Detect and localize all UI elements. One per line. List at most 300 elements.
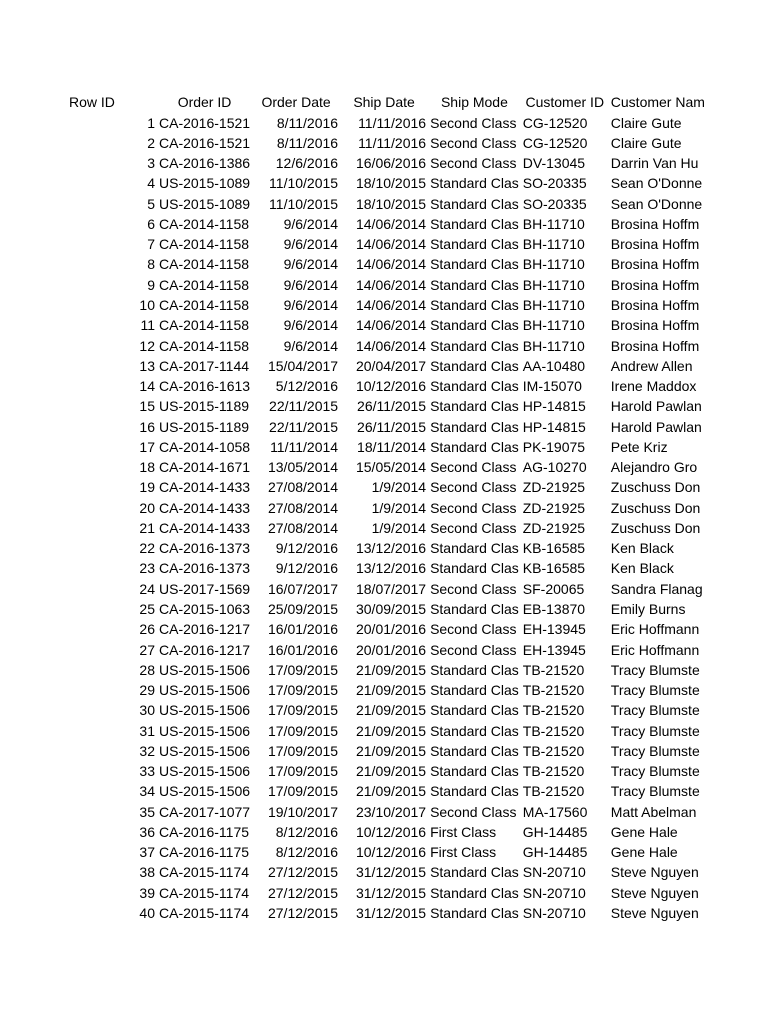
order-date-cell: 9/6/2014: [283, 276, 339, 293]
margin-cell: [0, 781, 63, 801]
table-row: [0, 741, 707, 761]
table-row: [0, 781, 707, 801]
customer-name-cell: Eric Hoffmann: [610, 641, 700, 658]
order-id-cell: CA-2016-1217: [159, 621, 251, 638]
ship-date-cell: 31/12/2015: [355, 884, 427, 901]
table-row: [0, 173, 707, 193]
margin-cell: [0, 437, 63, 457]
row-id-cell: 15: [139, 398, 155, 415]
margin-cell: [0, 883, 63, 903]
ship-mode-cell: Second Class: [430, 114, 517, 131]
table-row: [0, 842, 707, 862]
row-id-cell: 5: [147, 195, 155, 212]
table-row: [0, 599, 707, 619]
order-id-cell: CA-2016-1217: [159, 641, 251, 658]
order-date-cell: 19/10/2017: [267, 803, 339, 820]
customer-name-cell: Darrin Van Hu: [610, 155, 699, 172]
margin-cell: [0, 457, 63, 477]
customer-id-cell: GH-14485: [522, 844, 588, 861]
order-date-cell: 17/09/2015: [267, 682, 339, 699]
ship-mode-cell: Second Class: [430, 803, 517, 820]
customer-name-cell: Sean O'Donne: [610, 175, 703, 192]
margin-cell: [0, 416, 63, 436]
margin-cell: [0, 254, 63, 274]
order-date-cell: 9/6/2014: [283, 256, 339, 273]
margin-cell: [0, 842, 63, 862]
order-id-cell: CA-2016-1521: [159, 114, 251, 131]
ship-date-cell: 14/06/2014: [355, 236, 427, 253]
margin-cell: [0, 153, 63, 173]
row-id-cell: 34: [139, 783, 155, 800]
table-row: [0, 295, 707, 315]
table-row: [0, 234, 707, 254]
row-id-cell: 13: [139, 357, 155, 374]
order-date-cell: 17/09/2015: [267, 742, 339, 759]
customer-name-cell: Brosina Hoffm: [610, 317, 700, 334]
ship-mode-cell: Standard Clas: [430, 864, 519, 881]
customer-id-cell: ZD-21925: [522, 479, 586, 496]
ship-mode-cell: First Class: [430, 823, 497, 840]
order-date-cell: 9/6/2014: [283, 337, 339, 354]
ship-mode-cell: Standard Clas: [430, 661, 519, 678]
order-id-cell: CA-2017-1144: [159, 357, 250, 374]
order-date-cell: 11/11/2014: [270, 438, 339, 455]
order-id-cell: US-2015-1506: [159, 783, 251, 800]
customer-name-cell: Steve Nguyen: [610, 904, 699, 921]
margin-cell: [0, 538, 63, 558]
table-row: [0, 720, 707, 740]
ship-mode-cell: Standard Clas: [430, 702, 519, 719]
table-row: [0, 133, 707, 153]
customer-id-cell: PK-19075: [522, 438, 586, 455]
ship-mode-cell: Standard Clas: [430, 682, 519, 699]
customer-name-cell: Irene Maddox: [610, 378, 697, 395]
ship-mode-cell: Standard Clas: [430, 357, 519, 374]
customer-id-cell: AA-10480: [522, 357, 586, 374]
ship-mode-cell: Standard Clas: [430, 256, 519, 273]
order-id-cell: CA-2017-1077: [159, 803, 251, 820]
table-row: [0, 761, 707, 781]
customer-name-cell: Tracy Blumste: [610, 702, 700, 719]
customer-name-cell: Zuschuss Don: [610, 519, 701, 536]
table-row: [0, 903, 707, 923]
ship-mode-cell: Standard Clas: [430, 418, 519, 435]
header-order-id: Order ID: [177, 94, 232, 111]
customer-name-cell: Harold Pawlan: [610, 418, 702, 435]
row-id-cell: 30: [139, 702, 155, 719]
ship-mode-cell: Second Class: [430, 499, 517, 516]
margin-cell: [0, 194, 63, 214]
row-id-cell: 35: [139, 803, 155, 820]
row-id-cell: 21: [139, 519, 155, 536]
row-id-cell: 19: [139, 479, 155, 496]
customer-name-cell: Sean O'Donne: [610, 195, 703, 212]
ship-mode-cell: Standard Clas: [430, 742, 519, 759]
ship-date-cell: 31/12/2015: [355, 864, 427, 881]
table-row: [0, 194, 707, 214]
ship-mode-cell: Standard Clas: [430, 398, 519, 415]
ship-date-cell: 21/09/2015: [355, 742, 427, 759]
customer-name-cell: Ken Black: [610, 560, 674, 577]
table-body: [0, 92, 707, 923]
ship-date-cell: 30/09/2015: [355, 601, 427, 617]
order-id-cell: US-2015-1506: [159, 742, 251, 759]
row-id-cell: 24: [139, 580, 155, 597]
customer-id-cell: TB-21520: [522, 722, 585, 739]
table-row: [0, 518, 707, 538]
table-row: [0, 275, 707, 295]
ship-mode-cell: Second Class: [430, 621, 517, 638]
table-row: [0, 477, 707, 497]
margin-cell: [0, 396, 63, 416]
row-id-cell: 3: [147, 155, 155, 172]
customer-name-cell: Eric Hoffmann: [610, 621, 700, 638]
order-date-cell: 9/6/2014: [283, 215, 339, 232]
customer-id-cell: BH-11710: [522, 256, 585, 273]
order-id-cell: CA-2014-1158: [159, 276, 250, 293]
ship-date-cell: 21/09/2015: [355, 661, 427, 678]
row-id-cell: 25: [139, 601, 155, 617]
customer-id-cell: AG-10270: [522, 459, 587, 476]
row-id-cell: 6: [147, 215, 155, 232]
customer-name-cell: Sandra Flanag: [610, 580, 703, 597]
order-id-cell: CA-2016-1613: [159, 378, 251, 395]
margin-cell: [0, 741, 63, 761]
ship-date-cell: 20/01/2016: [355, 621, 427, 638]
header-row-id: Row ID: [69, 94, 115, 111]
ship-mode-cell: Standard Clas: [430, 297, 519, 314]
ship-date-cell: 31/12/2015: [355, 904, 427, 921]
customer-id-cell: EB-13870: [522, 601, 586, 617]
order-id-cell: CA-2014-1671: [159, 459, 251, 476]
margin-cell: [0, 335, 63, 355]
order-id-cell: US-2017-1569: [159, 580, 251, 597]
order-date-cell: 16/01/2016: [267, 621, 339, 638]
order-date-cell: 17/09/2015: [267, 722, 339, 739]
customer-name-cell: Ken Black: [610, 540, 674, 557]
order-date-cell: 8/12/2016: [275, 844, 339, 861]
table-row: [0, 619, 707, 639]
margin-cell: [0, 92, 63, 113]
customer-name-cell: Zuschuss Don: [610, 499, 701, 516]
margin-cell: [0, 498, 63, 518]
customer-name-cell: Claire Gute: [610, 134, 682, 151]
row-id-cell: 38: [139, 864, 155, 881]
row-id-cell: 23: [139, 560, 155, 577]
ship-date-cell: 10/12/2016: [355, 378, 427, 395]
order-date-cell: 17/09/2015: [267, 763, 339, 780]
row-id-cell: 36: [139, 823, 155, 840]
order-id-cell: US-2015-1506: [159, 763, 251, 780]
table-row: [0, 457, 707, 477]
order-id-cell: CA-2014-1433: [159, 519, 251, 536]
ship-date-cell: 14/06/2014: [355, 337, 427, 354]
margin-cell: [0, 720, 63, 740]
margin-cell: [0, 660, 63, 680]
row-id-cell: 8: [147, 256, 155, 273]
table-row: [0, 335, 707, 355]
order-date-cell: 11/10/2015: [269, 195, 339, 212]
order-id-cell: US-2015-1506: [159, 661, 251, 678]
customer-name-cell: Andrew Allen: [610, 357, 693, 374]
order-id-cell: CA-2014-1158: [159, 337, 250, 354]
row-id-cell: 31: [139, 722, 155, 739]
customer-id-cell: CG-12520: [522, 134, 588, 151]
ship-date-cell: 14/06/2014: [355, 215, 427, 232]
customer-id-cell: TB-21520: [522, 763, 585, 780]
order-id-cell: CA-2014-1158: [159, 256, 250, 273]
ship-date-cell: 18/10/2015: [355, 175, 427, 192]
customer-id-cell: SO-20335: [522, 195, 587, 212]
ship-date-cell: 14/06/2014: [355, 297, 427, 314]
row-id-cell: 27: [139, 641, 155, 658]
order-id-cell: CA-2016-1521: [159, 134, 251, 151]
ship-mode-cell: Standard Clas: [430, 904, 519, 921]
ship-mode-cell: Second Class: [430, 519, 517, 536]
ship-mode-cell: Second Class: [430, 459, 517, 476]
table-row: [0, 883, 707, 903]
ship-date-cell: 20/01/2016: [355, 641, 427, 658]
order-id-cell: US-2015-1189: [159, 398, 250, 415]
header-row: [0, 92, 707, 113]
order-date-cell: 9/6/2014: [283, 236, 339, 253]
margin-cell: [0, 903, 63, 923]
order-id-cell: CA-2016-1175: [159, 823, 250, 840]
ship-mode-cell: First Class: [430, 844, 497, 861]
row-id-cell: 9: [147, 276, 155, 293]
header-ship-date: Ship Date: [353, 94, 415, 111]
ship-date-cell: 21/09/2015: [355, 763, 427, 780]
customer-name-cell: Brosina Hoffm: [610, 256, 700, 273]
row-id-cell: 2: [147, 134, 155, 151]
customer-id-cell: EH-13945: [522, 641, 586, 658]
row-id-cell: 14: [139, 378, 155, 395]
order-date-cell: 27/08/2014: [267, 519, 339, 536]
ship-mode-cell: Standard Clas: [430, 175, 519, 192]
margin-cell: [0, 518, 63, 538]
ship-date-cell: 11/11/2016: [358, 134, 427, 151]
table-row: [0, 558, 707, 578]
customer-name-cell: Tracy Blumste: [610, 661, 700, 678]
customer-id-cell: BH-11710: [522, 236, 585, 253]
order-id-cell: CA-2014-1158: [159, 317, 250, 334]
ship-date-cell: 21/09/2015: [355, 682, 427, 699]
row-id-cell: 20: [139, 499, 155, 516]
table-row: [0, 660, 707, 680]
order-date-cell: 27/12/2015: [267, 864, 339, 881]
margin-cell: [0, 113, 63, 133]
row-id-cell: 18: [139, 459, 155, 476]
customer-name-cell: Tracy Blumste: [610, 763, 700, 780]
ship-mode-cell: Standard Clas: [430, 783, 519, 800]
ship-mode-cell: Standard Clas: [430, 763, 519, 780]
order-date-cell: 8/11/2016: [276, 134, 339, 151]
row-id-cell: 32: [139, 742, 155, 759]
row-id-cell: 39: [139, 884, 155, 901]
ship-mode-cell: Second Class: [430, 134, 517, 151]
row-id-cell: 40: [139, 904, 155, 921]
margin-cell: [0, 214, 63, 234]
customer-id-cell: TB-21520: [522, 682, 585, 699]
order-id-cell: CA-2015-1063: [159, 601, 251, 617]
customer-id-cell: SN-20710: [522, 904, 586, 921]
customer-id-cell: KB-16585: [522, 540, 586, 557]
order-date-cell: 9/12/2016: [275, 560, 339, 577]
ship-mode-cell: Standard Clas: [430, 317, 519, 334]
customer-name-cell: Harold Pawlan: [610, 398, 702, 415]
table-row: [0, 437, 707, 457]
order-table: [0, 92, 707, 923]
order-id-cell: CA-2014-1433: [159, 479, 251, 496]
order-id-cell: CA-2015-1174: [159, 884, 250, 901]
table-row: [0, 315, 707, 335]
customer-id-cell: GH-14485: [522, 823, 588, 840]
order-id-cell: CA-2016-1386: [159, 155, 251, 172]
margin-cell: [0, 822, 63, 842]
order-date-cell: 16/01/2016: [267, 641, 339, 658]
ship-date-cell: 1/9/2014: [371, 499, 427, 516]
order-date-cell: 27/08/2014: [267, 479, 339, 496]
order-id-cell: CA-2014-1433: [159, 499, 251, 516]
row-id-cell: 10: [139, 297, 155, 314]
ship-date-cell: 13/12/2016: [355, 560, 427, 577]
margin-cell: [0, 234, 63, 254]
customer-id-cell: HP-14815: [522, 398, 586, 415]
ship-date-cell: 21/09/2015: [355, 722, 427, 739]
customer-name-cell: Pete Kriz: [610, 438, 668, 455]
ship-mode-cell: Second Class: [430, 155, 517, 172]
customer-id-cell: ZD-21925: [522, 519, 586, 536]
margin-cell: [0, 133, 63, 153]
customer-name-cell: Emily Burns: [610, 601, 686, 617]
row-id-cell: 28: [139, 661, 155, 678]
row-id-cell: 22: [139, 540, 155, 557]
margin-cell: [0, 619, 63, 639]
ship-mode-cell: Standard Clas: [430, 276, 519, 293]
table-row: [0, 113, 707, 133]
order-date-cell: 27/08/2014: [267, 499, 339, 516]
order-date-cell: 9/6/2014: [283, 297, 339, 314]
ship-mode-cell: Second Class: [430, 479, 517, 496]
ship-date-cell: 11/11/2016: [358, 114, 427, 131]
ship-mode-cell: Standard Clas: [430, 236, 519, 253]
margin-cell: [0, 639, 63, 659]
table-row: [0, 822, 707, 842]
customer-id-cell: TB-21520: [522, 702, 585, 719]
ship-mode-cell: Second Class: [430, 641, 517, 658]
ship-mode-cell: Second Class: [430, 580, 517, 597]
order-date-cell: 15/04/2017: [267, 357, 339, 374]
table-row: [0, 498, 707, 518]
row-id-cell: 1: [147, 114, 155, 131]
customer-name-cell: Claire Gute: [610, 114, 682, 131]
order-id-cell: CA-2015-1174: [159, 904, 250, 921]
order-id-cell: CA-2014-1058: [159, 438, 251, 455]
order-date-cell: 5/12/2016: [275, 378, 339, 395]
order-id-cell: CA-2015-1174: [159, 864, 250, 881]
margin-cell: [0, 802, 63, 822]
customer-id-cell: EH-13945: [522, 621, 586, 638]
customer-id-cell: BH-11710: [522, 337, 585, 354]
order-date-cell: 13/05/2014: [267, 459, 339, 476]
ship-date-cell: 14/06/2014: [355, 317, 427, 334]
order-id-cell: CA-2014-1158: [159, 297, 250, 314]
order-id-cell: CA-2016-1373: [159, 560, 251, 577]
margin-cell: [0, 862, 63, 882]
ship-date-cell: 16/06/2016: [355, 155, 427, 172]
customer-name-cell: Brosina Hoffm: [610, 276, 700, 293]
table-row: [0, 680, 707, 700]
ship-mode-cell: Standard Clas: [430, 884, 519, 901]
margin-cell: [0, 173, 63, 193]
row-id-cell: 16: [139, 418, 155, 435]
order-id-cell: CA-2016-1175: [159, 844, 250, 861]
ship-date-cell: 18/10/2015: [355, 195, 427, 212]
customer-id-cell: SN-20710: [522, 884, 586, 901]
customer-id-cell: SO-20335: [522, 175, 587, 192]
customer-name-cell: Tracy Blumste: [610, 783, 700, 800]
table-row: [0, 396, 707, 416]
customer-name-cell: Gene Hale: [610, 823, 678, 840]
order-date-cell: 22/11/2015: [269, 398, 339, 415]
ship-date-cell: 18/07/2017: [355, 580, 427, 597]
header-ship-mode: Ship Mode: [440, 94, 508, 111]
customer-id-cell: KB-16585: [522, 560, 586, 577]
customer-id-cell: HP-14815: [522, 418, 586, 435]
ship-mode-cell: Standard Clas: [430, 438, 519, 455]
margin-cell: [0, 599, 63, 619]
ship-date-cell: 15/05/2014: [355, 459, 427, 476]
row-id-cell: 37: [139, 844, 155, 861]
header-customer-name: Customer Nam: [610, 94, 705, 111]
table-row: [0, 153, 707, 173]
order-date-cell: 16/07/2017: [267, 580, 339, 597]
customer-name-cell: Steve Nguyen: [610, 884, 699, 901]
ship-mode-cell: Standard Clas: [430, 560, 519, 577]
customer-name-cell: Zuschuss Don: [610, 479, 701, 496]
row-id-cell: 33: [139, 763, 155, 780]
ship-date-cell: 13/12/2016: [355, 540, 427, 557]
margin-cell: [0, 295, 63, 315]
customer-name-cell: Brosina Hoffm: [610, 297, 700, 314]
margin-cell: [0, 477, 63, 497]
table-row: [0, 862, 707, 882]
customer-id-cell: SF-20065: [522, 580, 585, 597]
ship-mode-cell: Standard Clas: [430, 215, 519, 232]
table-row: [0, 214, 707, 234]
ship-date-cell: 26/11/2015: [357, 398, 427, 415]
customer-name-cell: Tracy Blumste: [610, 682, 700, 699]
customer-id-cell: BH-11710: [522, 297, 585, 314]
row-id-cell: 17: [139, 438, 155, 455]
order-date-cell: 9/12/2016: [275, 540, 339, 557]
order-id-cell: CA-2016-1373: [159, 540, 251, 557]
ship-mode-cell: Standard Clas: [430, 378, 519, 395]
customer-id-cell: ZD-21925: [522, 499, 586, 516]
ship-date-cell: 14/06/2014: [355, 276, 427, 293]
table-row: [0, 356, 707, 376]
order-date-cell: 17/09/2015: [267, 783, 339, 800]
customer-name-cell: Steve Nguyen: [610, 864, 699, 881]
row-id-cell: 4: [147, 175, 155, 192]
ship-mode-cell: Standard Clas: [430, 601, 519, 617]
order-date-cell: 17/09/2015: [267, 661, 339, 678]
order-id-cell: CA-2014-1158: [159, 215, 250, 232]
margin-cell: [0, 376, 63, 396]
margin-cell: [0, 275, 63, 295]
order-date-cell: 8/11/2016: [276, 114, 339, 131]
order-id-cell: US-2015-1506: [159, 702, 251, 719]
